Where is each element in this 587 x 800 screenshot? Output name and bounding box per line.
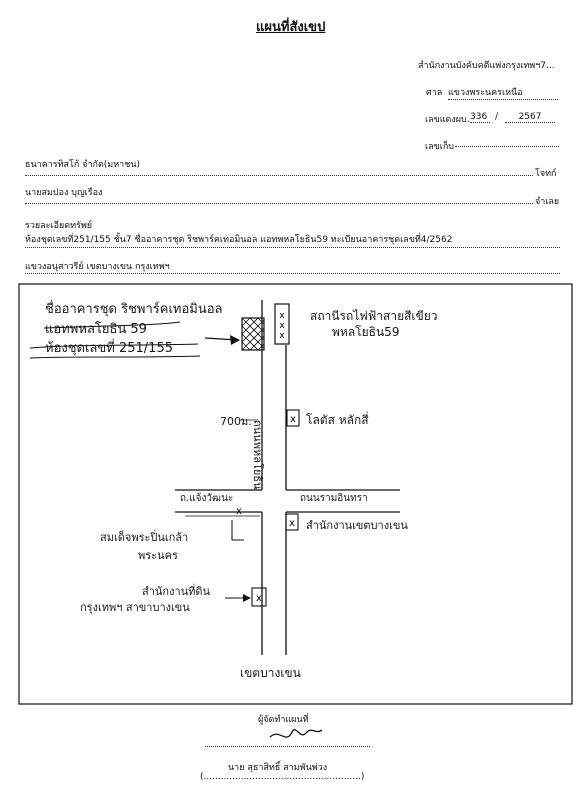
defendant-role: จำเลย [535,197,560,207]
hospital-label-2: พระนคร [138,549,178,562]
details-label: รวยละเอียดทรัพย์ [25,221,93,231]
court-value-text: แขวงพระนครเหนือ [448,88,523,98]
defendant-name: นายสมปอง บุญเรือง [25,188,103,198]
right-road-label: ถนนรามอินทรา [300,493,368,504]
condo-arrowhead [230,335,240,345]
land-office-arrowhead [243,594,251,602]
district-office-label: สำนักงานเขตบางเขน [306,519,408,532]
office-line: สำนักงานบังคับคดีแพ่งกรุงเทพฯ7... [418,61,555,71]
condo-hatch [242,318,264,350]
left-road-label: ถ.แจ้งวัฒนะ [180,493,234,504]
station-x-3: x [279,331,285,341]
case-slash: / [495,112,499,122]
author-name-bracket: (.......................................................) [200,772,365,782]
condo-label-3: ห้องชุดเลขที่ 251/155 [45,341,173,356]
condo-label-1: ชื่ออาคารชุด ริชพาร์คเทอมินอล [45,302,223,317]
details-text: ห้องชุดเลขที่251/155 ชั้น7 ชื่ออาคารชุด ริชพาร์คเทอมินอล แอทพหลโยธิน59 ทะเบียนอาคารชุดเลขที่4/2562 [25,235,453,245]
case-number: 336 [470,112,490,123]
signature-scribble [270,730,322,737]
bottom-label: เขตบางเขน [240,666,301,680]
plaintiff-role: โจทก์ [535,169,557,179]
distance-label: 700ม. [220,415,252,428]
station-label-1: สถานีรถไฟฟ้าสายสีเขียว [310,309,438,323]
hospital-marker [232,520,244,540]
location-text: แขวงอนุสาวรีย์ เขตบางเขน กรุงเทพฯ [25,262,170,272]
court-label: ศาล [426,88,443,98]
station-label-2: พหลโยธิน59 [332,325,400,339]
page-title: แผนที่สังเขป [256,20,326,35]
land-office-label-1: สำนักงานที่ดิน [142,585,211,598]
author-label: ผู้จัดทำแผนที่ [258,715,309,725]
hospital-label-1: สมเด็จพระปิ่นเกล้า [100,531,189,544]
condo-label-2: แอทพหลโยธิน 59 [45,322,147,337]
land-office-label-2: กรุงเทพฯ สาขาบางเขน [80,601,190,614]
signature-line [205,746,370,747]
crossroad-x: x [236,506,242,517]
station-x-2: x [279,321,285,331]
author-name: นาย สุธาสิทธิ์ สามพันพ่วง [228,763,328,773]
lotus-x: x [290,414,296,425]
district-office-x: x [289,518,295,529]
main-road-label: ถนนพหลโยธิน [251,420,264,490]
lotus-label: โลตัส หลักสี่ [306,413,369,427]
plaintiff-name: ธนาคารทิสโก้ จำกัด(มหาชน) [25,160,141,170]
case-year: 2567 [505,112,555,123]
storage-label: เลขเก็บ [425,142,454,152]
land-office-x: x [256,593,262,604]
case-label: เลขแดงผบ. [425,115,470,125]
station-x-1: x [279,311,285,321]
